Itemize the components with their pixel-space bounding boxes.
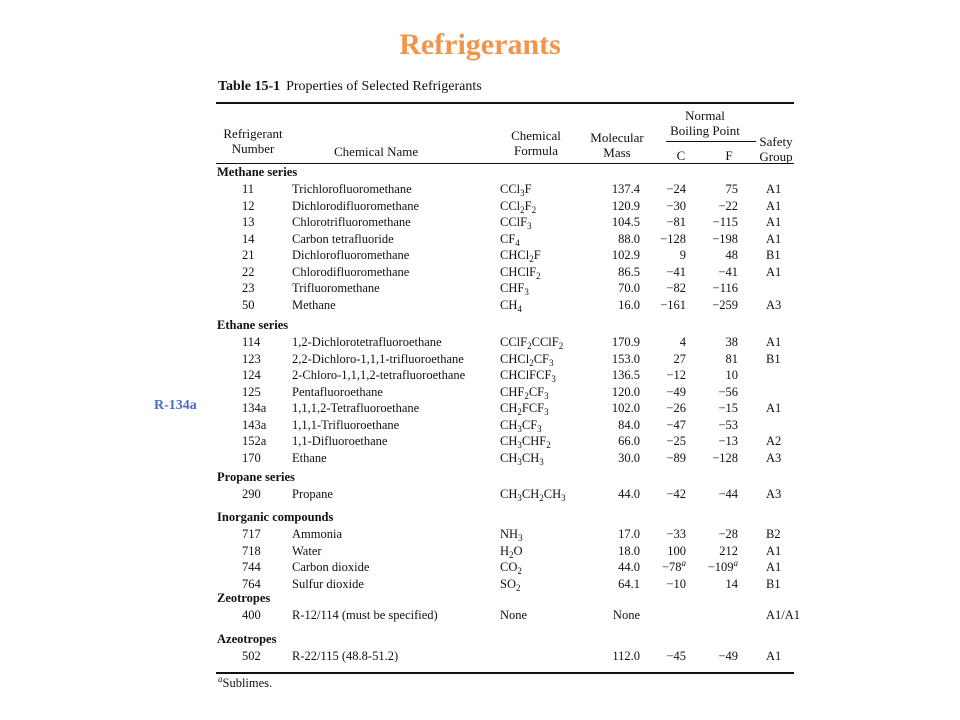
chemical-formula: CHClF$_2$ <box>500 264 541 281</box>
table-number: Table 15-1 <box>218 79 281 94</box>
chemical-name: 1,1,1,2-Tetrafluoroethane <box>292 401 420 415</box>
molecular-mass: 30.0 <box>618 450 640 465</box>
refrigerant-number: 11 <box>242 182 255 196</box>
chemical-formula: $CHCl_2CF_3$ <box>500 351 554 368</box>
boiling-point-c: $-78^a$ <box>661 558 686 574</box>
refrigerant-number: 125 <box>242 384 261 399</box>
chemical-formula: $NH_3$ <box>500 527 523 543</box>
chemical-name: 2,2-Dichloro-1,1,1-trifluoroethane <box>292 351 464 366</box>
slide-title: Refrigerants <box>399 28 561 61</box>
boiling-point-f: −13 <box>718 434 738 448</box>
boiling-point-f: −128 <box>712 450 738 465</box>
safety-group: A1 <box>766 649 782 663</box>
refrigerant-number: 744 <box>242 560 261 574</box>
safety-group: A1 <box>766 264 782 279</box>
chemical-name: Methane <box>292 297 336 312</box>
safety-group: A1 <box>766 182 782 196</box>
boiling-point-c: −49 <box>666 384 686 399</box>
boiling-point-c: −42 <box>666 487 686 501</box>
chemical-name: Pentafluoroethane <box>292 384 383 399</box>
section-title: Zeotropes <box>217 591 271 605</box>
chemical-formula: $SO_2$ <box>500 576 521 593</box>
molecular-mass: 64.1 <box>618 576 640 591</box>
section-title: Propane series <box>217 470 295 484</box>
table-row <box>214 648 796 664</box>
boiling-point-f: 48 <box>725 248 738 262</box>
chemical-name: Ammonia <box>292 527 342 541</box>
safety-group: A3 <box>766 450 782 465</box>
boiling-point-c: 9 <box>679 248 686 262</box>
chemical-formula: $CF_4$ <box>500 231 520 248</box>
boiling-point-c: −12 <box>666 368 686 382</box>
section-title: Inorganic compounds <box>217 510 334 524</box>
table-row <box>214 280 796 296</box>
molecular-mass: 102.0 <box>611 401 640 415</box>
safety-group: A1 <box>766 198 782 213</box>
molecular-mass: 44.0 <box>618 487 640 501</box>
chemical-formula: $CH_3CH_2CH_3$ <box>500 487 566 503</box>
boiling-point-f: −53 <box>718 417 738 432</box>
molecular-mass: 102.9 <box>611 248 640 262</box>
chemical-name: 1,2-Dichlorotetrafluoroethane <box>292 335 442 349</box>
molecular-mass: 17.0 <box>618 527 640 541</box>
table-row <box>214 351 796 367</box>
boiling-point-subrule <box>666 141 756 142</box>
safety-group: A3 <box>766 487 782 501</box>
table-row <box>214 450 796 466</box>
chemical-formula: CClF$_2$CClF$_2$ <box>500 335 564 351</box>
molecular-mass: 136.5 <box>611 368 640 382</box>
molecular-mass: 44.0 <box>618 560 640 574</box>
chemical-name: Carbon tetrafluoride <box>292 231 394 246</box>
boiling-point-f: −15 <box>718 401 738 415</box>
boiling-point-c: 100 <box>667 543 686 558</box>
refrigerant-number: 50 <box>242 297 255 312</box>
boiling-point-f: −259 <box>712 297 738 312</box>
refrigerant-number: 502 <box>242 649 261 663</box>
chemical-formula: $H_2O$ <box>500 543 523 560</box>
safety-group: A1 <box>766 335 782 349</box>
chemical-name: Water <box>292 543 322 558</box>
header-rule <box>216 163 794 164</box>
boiling-point-c: −82 <box>666 281 686 295</box>
boiling-point-c: −161 <box>660 297 686 312</box>
chemical-name: Trifluoromethane <box>292 281 380 295</box>
molecular-mass: 66.0 <box>618 434 640 448</box>
refrigerant-number: 134a <box>242 401 267 415</box>
refrigerant-number: 718 <box>242 543 261 558</box>
chemical-formula: $CH_3CF_3$ <box>500 417 542 434</box>
refrigerant-number: 400 <box>242 608 261 622</box>
safety-group: B2 <box>766 527 781 541</box>
boiling-point-c: −81 <box>666 215 686 229</box>
refrigerant-number: 170 <box>242 450 261 465</box>
table-row <box>214 264 796 280</box>
table-row <box>214 607 801 623</box>
safety-group: A1 <box>766 401 782 415</box>
chemical-name: Dichlorofluoromethane <box>292 248 410 262</box>
chemical-name: 2-Chloro-1,1,1,2-tetrafluoroethane <box>292 368 466 382</box>
table-row <box>214 181 796 197</box>
safety-group: A1 <box>766 231 782 246</box>
header-chemical-formula: Chemical Formula <box>511 128 561 158</box>
chemical-name: Carbon dioxide <box>292 560 370 574</box>
chemical-name: Sulfur dioxide <box>292 576 364 591</box>
table-row <box>214 433 796 449</box>
header-bp-f: F <box>725 148 733 163</box>
chemical-name: R-12/114 (must be specified) <box>292 608 438 622</box>
boiling-point-f: $-109^a$ <box>707 558 738 574</box>
molecular-mass: 18.0 <box>618 543 640 558</box>
chemical-formula: $CH_2FCF_3$ <box>500 401 549 417</box>
refrigerant-number: 124 <box>242 368 261 382</box>
table-row <box>214 384 796 400</box>
refrigerant-number: 114 <box>242 335 261 349</box>
boiling-point-f: 75 <box>725 182 738 196</box>
boiling-point-f: −115 <box>712 215 738 229</box>
boiling-point-c: −26 <box>666 401 686 415</box>
refrigerant-number: 152a <box>242 434 267 448</box>
table-row <box>214 417 796 433</box>
refrigerant-number: 123 <box>242 351 261 366</box>
boiling-point-f: −28 <box>718 527 738 541</box>
chemical-formula: CHClFCF$_3$ <box>500 368 556 384</box>
footnote-text: Sublimes. <box>222 676 273 690</box>
section-title: Ethane series <box>217 318 289 332</box>
table-row <box>214 543 796 559</box>
chemical-formula: CHCl$_2$F <box>500 248 541 264</box>
chemical-formula: $CH_3CHF_2$ <box>500 434 551 450</box>
safety-group: A2 <box>766 434 782 448</box>
chemical-formula: CClF$_3$ <box>500 215 532 231</box>
boiling-point-c: −45 <box>666 649 686 663</box>
refrigerant-number: 13 <box>242 215 255 229</box>
refrigerant-number: 12 <box>242 198 255 213</box>
chemical-name: 1,1,1-Trifluoroethane <box>292 417 400 432</box>
boiling-point-c: −25 <box>666 434 686 448</box>
boiling-point-f: −116 <box>712 281 738 295</box>
refrigerant-number: 143a <box>242 417 267 432</box>
chemical-formula: $CH_3CH_3$ <box>500 450 544 467</box>
safety-group: A1 <box>766 215 782 229</box>
table-row <box>214 334 796 350</box>
boiling-point-f: −22 <box>718 198 738 213</box>
table-footnote <box>218 676 272 691</box>
bottom-rule <box>216 672 794 674</box>
section-title: Methane series <box>217 165 298 179</box>
chemical-formula: None <box>500 608 528 622</box>
molecular-mass: None <box>612 608 640 622</box>
chemical-name: R-22/115 (48.8-51.2) <box>292 649 399 663</box>
safety-group: A1 <box>766 543 782 558</box>
boiling-point-f: 38 <box>725 335 738 349</box>
safety-group: A3 <box>766 297 782 312</box>
molecular-mass: 170.9 <box>611 335 640 349</box>
chemical-name: Ethane <box>292 450 327 465</box>
refrigerant-number: 23 <box>242 281 255 295</box>
header-normal-boiling-point: Normal Boiling Point <box>670 108 740 138</box>
table-row <box>214 576 796 592</box>
molecular-mass: 137.4 <box>611 182 640 196</box>
table-row <box>214 367 796 383</box>
safety-group: A1/A1 <box>766 608 801 622</box>
boiling-point-c: −47 <box>666 417 686 432</box>
header-chemical-name: Chemical Name <box>334 144 419 159</box>
table-row <box>214 526 796 542</box>
chemical-formula: CCl$_3$F <box>500 182 532 198</box>
chemical-name: Propane <box>292 487 333 501</box>
table-row <box>214 486 796 502</box>
header-bp-c: C <box>676 148 686 163</box>
footnote-marker: a <box>218 674 223 684</box>
boiling-point-f: 81 <box>725 351 738 366</box>
chemical-name: Chlorotrifluoromethane <box>292 215 411 229</box>
boiling-point-f: −56 <box>718 384 738 399</box>
refrigerant-number: 21 <box>242 248 255 262</box>
refrigerant-number: 22 <box>242 264 255 279</box>
table-caption <box>218 79 482 95</box>
table-row <box>214 559 796 575</box>
boiling-point-c: −89 <box>666 450 686 465</box>
chemical-name: 1,1-Difluoroethane <box>292 434 388 448</box>
boiling-point-c: −10 <box>666 576 686 591</box>
molecular-mass: 70.0 <box>618 281 640 295</box>
molecular-mass: 104.5 <box>611 215 640 229</box>
molecular-mass: 88.0 <box>618 231 640 246</box>
molecular-mass: 120.9 <box>611 198 640 213</box>
boiling-point-f: −41 <box>718 264 738 279</box>
table-row <box>214 297 796 313</box>
header-safety-group: Safety Group <box>759 134 793 164</box>
chemical-name: Trichlorofluoromethane <box>292 182 412 196</box>
header-molecular-mass: Molecular Mass <box>590 130 644 160</box>
chemical-formula: $CH_4$ <box>500 297 522 314</box>
boiling-point-f: −49 <box>718 649 738 663</box>
header-refrigerant-number: Refrigerant Number <box>223 126 283 156</box>
boiling-point-f: 10 <box>725 368 738 382</box>
chemical-formula: $CCl_2F_2$ <box>500 198 537 215</box>
boiling-point-f: −198 <box>712 231 738 246</box>
safety-group: B1 <box>766 351 781 366</box>
refrigerant-number: 14 <box>242 231 255 246</box>
boiling-point-c: −33 <box>666 527 686 541</box>
boiling-point-c: −30 <box>666 198 686 213</box>
top-rule <box>216 102 794 104</box>
table-row <box>214 198 796 214</box>
safety-group: A1 <box>766 560 782 574</box>
chemical-name: Dichlorodifluoromethane <box>292 198 420 213</box>
refrigerant-number: 290 <box>242 487 261 501</box>
table-title: Properties of Selected Refrigerants <box>286 79 482 94</box>
boiling-point-f: 14 <box>725 576 738 591</box>
molecular-mass: 16.0 <box>618 297 640 312</box>
safety-group: B1 <box>766 576 781 591</box>
refrigerant-number: 764 <box>242 576 261 591</box>
refrigerant-properties-table <box>214 78 801 693</box>
boiling-point-c: −24 <box>666 182 686 196</box>
boiling-point-c: −128 <box>660 231 686 246</box>
table-row <box>214 247 796 263</box>
molecular-mass: 84.0 <box>618 417 640 432</box>
boiling-point-c: 27 <box>673 351 686 366</box>
boiling-point-c: −41 <box>666 264 686 279</box>
boiling-point-f: 212 <box>719 543 738 558</box>
molecular-mass: 86.5 <box>618 264 640 279</box>
molecular-mass: 112.0 <box>612 649 640 663</box>
chemical-name: Chlorodifluoromethane <box>292 264 410 279</box>
molecular-mass: 120.0 <box>611 384 640 399</box>
section-title: Azeotropes <box>217 632 277 646</box>
chemical-formula: $CHF_2CF_3$ <box>500 384 549 401</box>
table-row <box>214 214 796 230</box>
chemical-formula: $CO_2$ <box>500 560 522 576</box>
boiling-point-c: 4 <box>679 335 686 349</box>
boiling-point-f: −44 <box>718 487 738 501</box>
molecular-mass: 153.0 <box>611 351 640 366</box>
chemical-formula: $CHF_3$ <box>500 281 529 297</box>
safety-group: B1 <box>766 248 781 262</box>
r134a-side-label: R-134a <box>154 398 197 413</box>
refrigerant-number: 717 <box>242 527 261 541</box>
table-row <box>214 400 796 416</box>
table-row <box>214 231 796 247</box>
